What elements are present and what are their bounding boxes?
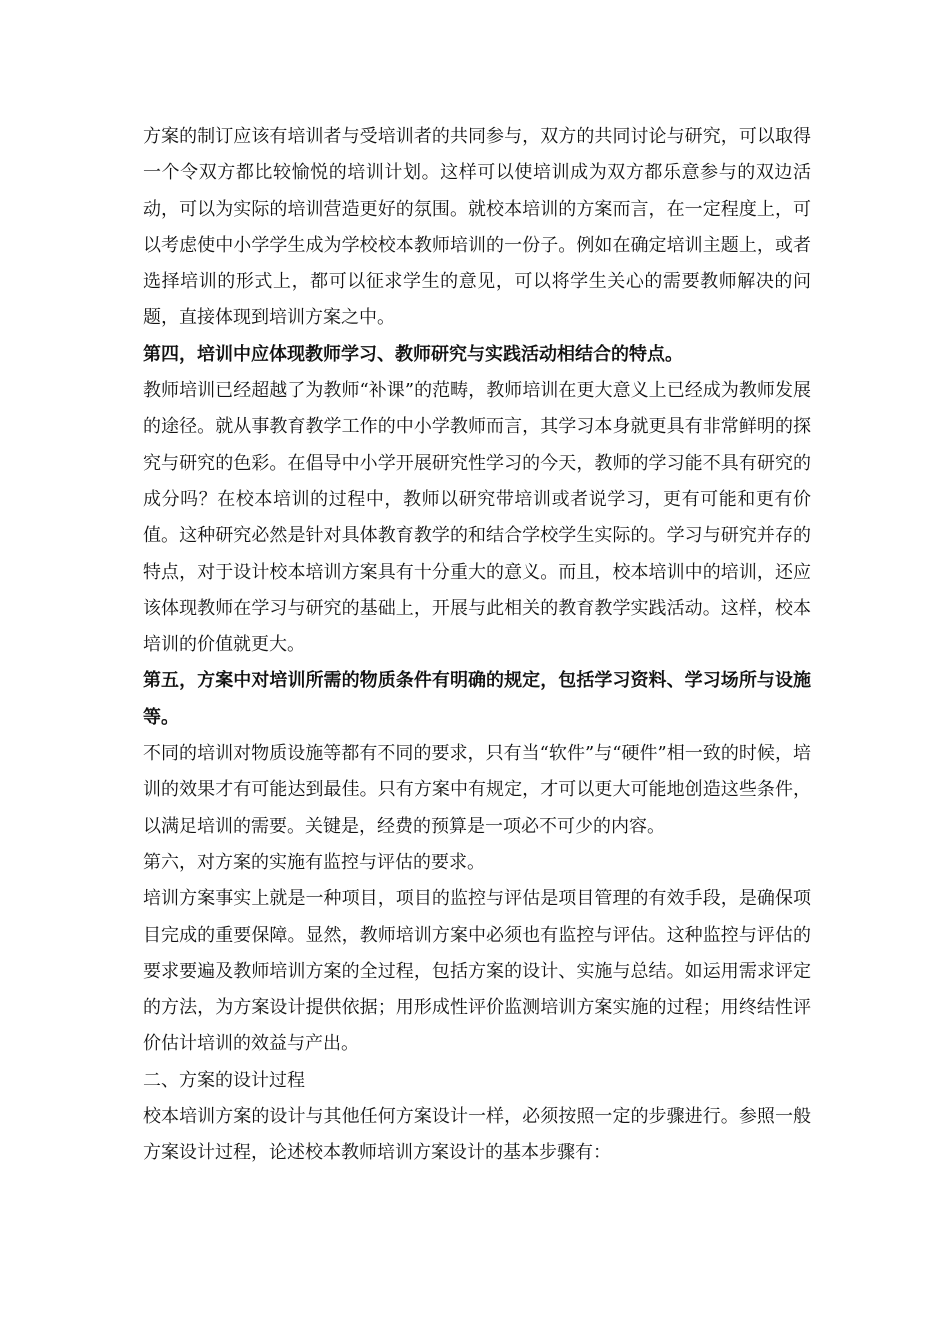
heading-fifth-point: 第五，方案中对培训所需的物质条件有明确的规定，包括学习资料、学习场所与设施等。 [143,670,811,728]
paragraph-monitoring: 培训方案事实上就是一种项目，项目的监控与评估是项目管理的有效手段，是确保项目完成的重要保障。显然，教师培训方案中必须也有监控与评估。这种监控与评估的要求要遍及教师培训方案的全过程，包括方案的设计、实施与总结。如运用需求评定的方法，为方案设计提供依据；用形成性评价监测培训方案实施的过程；用终结性评价估计培训的效益与产出。 [143,888,811,1055]
paragraph-teacher-learning: 教师培训已经超越了为教师“补课”的范畴，教师培训在更大意义上已经成为教师发展的途径。就从事教育教学工作的中小学教师而言，其学习本身就更具有非常鲜明的探究与研究的色彩。在倡导中小学开展研究性学习的今天，教师的学习能不具有研究的成分吗？在校本培训的过程中，教师以研究带培训或者说学习，更有可能和更有价值。这种研究必然是针对具体教育教学的和结合学校学生实际的。学习与研究并存的特点，对于设计校本培训方案具有十分重大的意义。而且，校本培训中的培训，还应该体现教师在学习与研究的基础上，开展与此相关的教育教学实践活动。这样，校本培训的价值就更大。 [143,380,811,656]
heading-fourth-point: 第四，培训中应体现教师学习、教师研究与实践活动相结合的特点。 [143,343,683,365]
section-heading-design-process: 二、方案的设计过程 [143,1069,305,1091]
heading-sixth-point: 第六，对方案的实施有监控与评估的要求。 [143,851,485,873]
document-page [143,119,811,1172]
paragraph-participation: 方案的制订应该有培训者与受培训者的共同参与，双方的共同讨论与研究，可以取得一个令双方都比较愉悦的培训计划。这样可以使培训成为双方都乐意参与的双边活动，可以为实际的培训营造更好的氛围。就校本培训的方案而言，在一定程度上，可以考虑使中小学学生成为学校校本教师培训的一份子。例如在确定培训主题上，或者选择培训的形式上，都可以征求学生的意见，可以将学生关心的需要教师解决的问题，直接体现到培训方案之中。 [143,126,811,329]
paragraph-design-steps: 校本培训方案的设计与其他任何方案设计一样，必须按照一定的步骤进行。参照一般方案设计过程，论述校本教师培训方案设计的基本步骤有： [143,1106,811,1164]
paragraph-material-conditions: 不同的培训对物质设施等都有不同的要求，只有当“软件”与“硬件”相一致的时候，培训的效果才有可能达到最佳。只有方案中有规定，才可以更大可能地创造这些条件，以满足培训的需要。关键是，经费的预算是一项必不可少的内容。 [143,743,811,837]
